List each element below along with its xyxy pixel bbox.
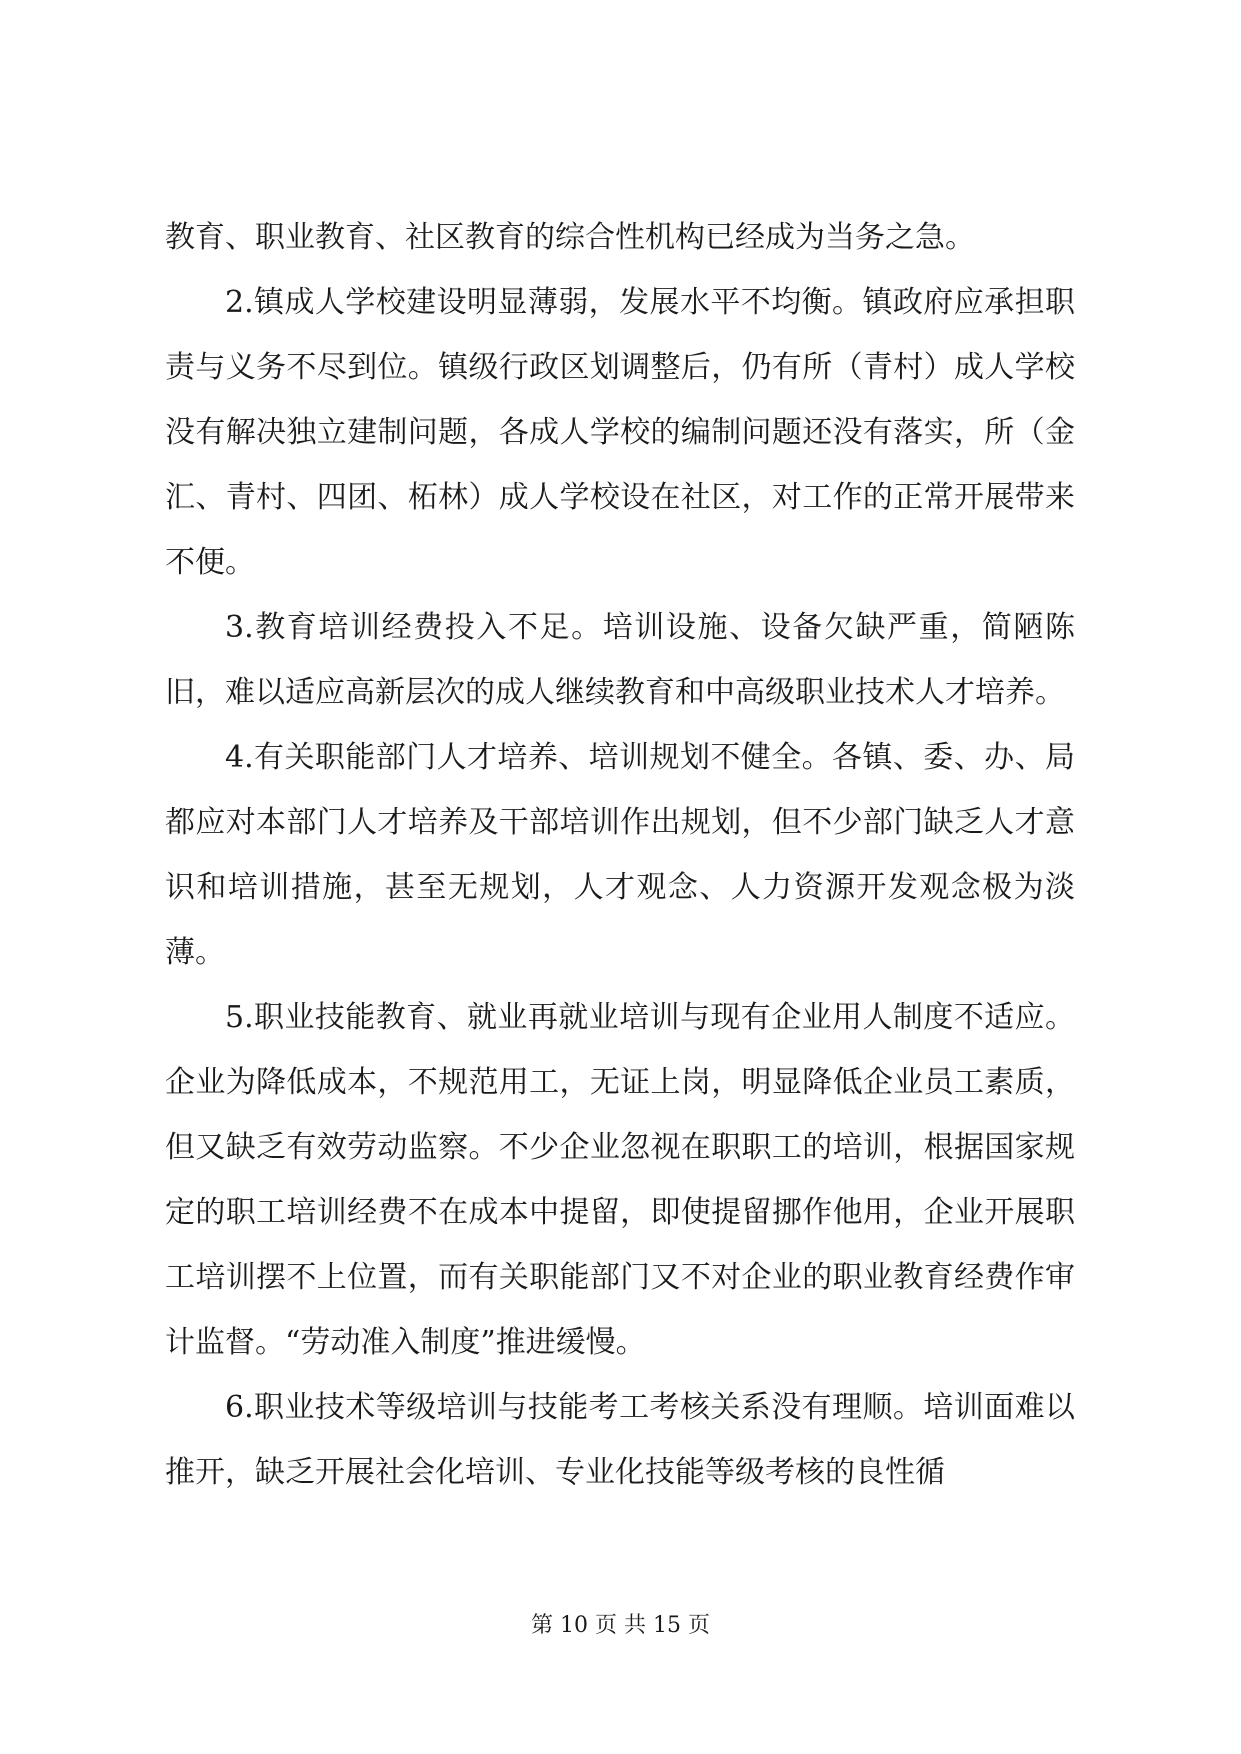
paragraph-item-6: 6.职业技术等级培训与技能考工考核关系没有理顺。培训面难以推开，缺乏开展社会化培训、专业化技能等级考核的良性循: [165, 1390, 1075, 1490]
paragraph-item-4: 4.有关职能部门人才培养、培训规划不健全。各镇、委、办、局都应对本部门人才培养及干部培训作出规划，但不少部门缺乏人才意识和培训措施，甚至无规划，人才观念、人力资源开发观念极为淡薄。: [165, 740, 1075, 970]
paragraph-item-2: 2.镇成人学校建设明显薄弱，发展水平不均衡。镇政府应承担职责与义务不尽到位。镇级行政区划调整后，仍有所（青村）成人学校没有解决独立建制问题，各成人学校的编制问题还没有落实，所（金汇、青村、四团、柘林）成人学校设在社区，对工作的正常开展带来不便。: [165, 285, 1075, 580]
page-number-footer: 第 10 页 共 15 页: [531, 1613, 710, 1638]
document-body: [165, 205, 1075, 1505]
paragraph-item-3: 3.教育培训经费投入不足。培训设施、设备欠缺严重，简陋陈旧，难以适应高新层次的成人继续教育和中高级职业技术人才培养。: [165, 610, 1075, 710]
paragraph-continuation: 教育、职业教育、社区教育的综合性机构已经成为当务之急。: [165, 220, 975, 255]
paragraph-item-5: 5.职业技能教育、就业再就业培训与现有企业用人制度不适应。企业为降低成本，不规范用工，无证上岗，明显降低企业员工素质，但又缺乏有效劳动监察。不少企业忽视在职职工的培训，根据国家规定的职工培训经费不在成本中提留，即使提留挪作他用，企业开展职工培训摆不上位置，而有关职能部门又不对企业的职业教育经费作审计监督。“劳动准入制度”推进缓慢。: [165, 1000, 1075, 1360]
